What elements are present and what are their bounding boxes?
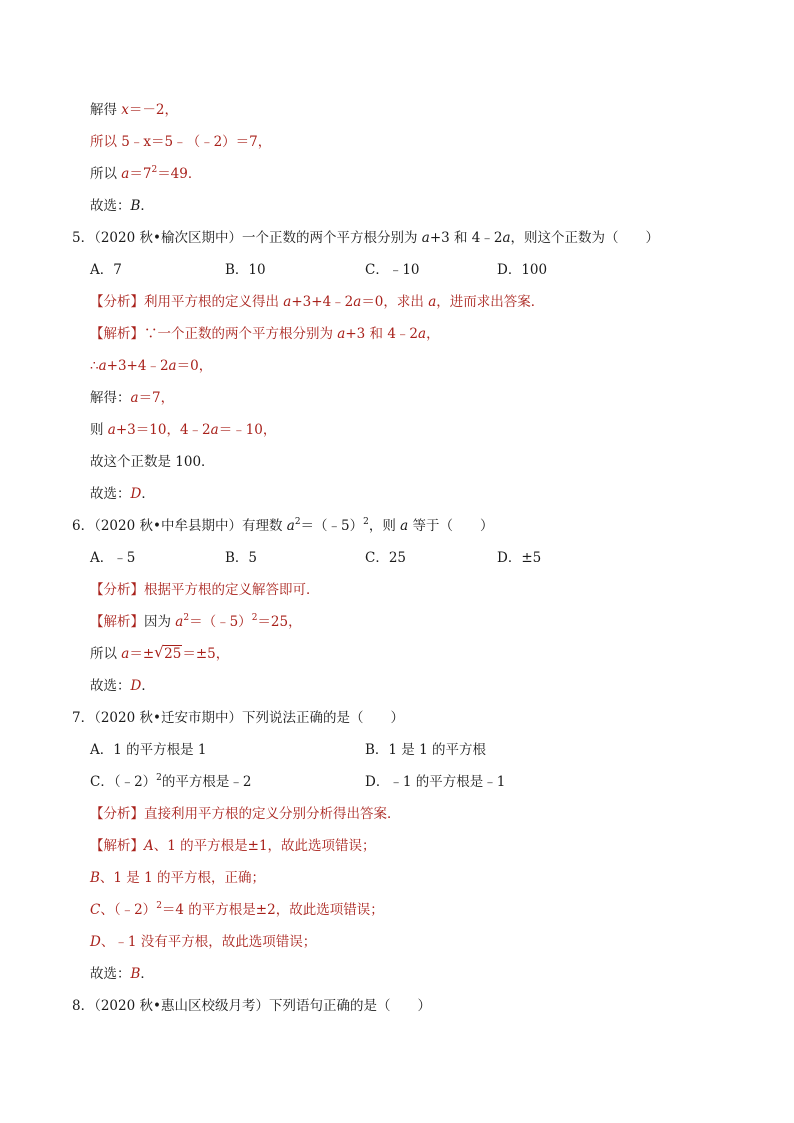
prev-line-4: 故选：B． <box>90 198 154 214</box>
prev-line-1: 解得 x＝－2， <box>90 102 179 118</box>
q5-option-d: D．100 <box>497 262 548 278</box>
q6-stem: 6．（2020 秋•中牟县期中）有理数 $a^2=(﹣5)^2$，则 a 等于（ ） <box>72 516 494 534</box>
q7-solution-3: C、（﹣2）$^2$＝4 的平方根是±2，故此选项错误； <box>90 900 384 918</box>
q6-option-a: A．﹣5 <box>90 550 136 566</box>
q6-option-d: D．±5 <box>497 550 542 566</box>
q5-solution-6: 故选：D． <box>90 486 155 502</box>
q7-solution-5: 故选：B． <box>90 966 154 982</box>
q5-option-a: A．7 <box>90 262 122 278</box>
sqrt-symbol: √ 25 <box>154 643 182 662</box>
q7-solution-1: 【解析】A、1 的平方根是±1，故此选项错误； <box>90 838 376 854</box>
q7-analysis: 【分析】直接利用平方根的定义分别分析得出答案． <box>90 806 401 822</box>
q7-solution-2: B、1 是 1 的平方根，正确； <box>90 870 265 886</box>
q5-stem: 5．（2020 秋•榆次区期中）一个正数的两个平方根分别为 a+3 和 4﹣2a，则这个正数为（ ） <box>72 230 660 246</box>
q5-solution-3: 解得：a＝7， <box>90 390 175 406</box>
q6-analysis: 【分析】根据平方根的定义解答即可． <box>90 582 320 598</box>
q5-option-b: B．10 <box>225 262 266 278</box>
q5-analysis: 【分析】利用平方根的定义得出 a+3+4﹣2a＝0，求出 a，进而求出答案． <box>90 294 545 310</box>
q7-option-d: D．﹣1 的平方根是﹣1 <box>365 774 506 790</box>
prev-line-3: 所以 $a=7^2=49$． <box>90 164 202 182</box>
q6-option-b: B．5 <box>225 550 258 566</box>
q6-option-c: C．25 <box>365 550 407 566</box>
q5-option-c: C．﹣10 <box>365 262 420 278</box>
q5-solution-4: 则 a+3＝10，4﹣2a＝﹣10， <box>90 422 277 438</box>
q8-stem: 8．（2020 秋•惠山区校级月考）下列语句正确的是（ ） <box>72 998 431 1014</box>
q6-solution-2: 所以 a＝± √ 25＝±5， <box>90 643 230 662</box>
q7-stem: 7．（2020 秋•迁安市期中）下列说法正确的是（ ） <box>72 710 404 726</box>
q5-solution-5: 故这个正数是 100． <box>90 454 215 470</box>
q6-solution-3: 故选：D． <box>90 678 155 694</box>
q7-solution-4: D、﹣1 没有平方根，故此选项错误； <box>90 934 317 950</box>
q7-option-c: C．（﹣2）$^2$的平方根是﹣2 <box>90 772 252 790</box>
q7-option-b: B．1 是 1 的平方根 <box>365 742 486 758</box>
q5-solution-1: 【解析】∵一个正数的两个平方根分别为 a+3 和 4﹣2a， <box>90 326 440 342</box>
q5-solution-2: ∴a+3+4﹣2a＝0， <box>90 358 213 374</box>
prev-line-2: 所以 5﹣x＝5﹣（﹣2）＝7， <box>90 134 272 150</box>
q6-solution-1: 【解析】因为 $a^2=(﹣5)^2=25$， <box>90 612 302 630</box>
q7-option-a: A．1 的平方根是 1 <box>90 742 207 758</box>
